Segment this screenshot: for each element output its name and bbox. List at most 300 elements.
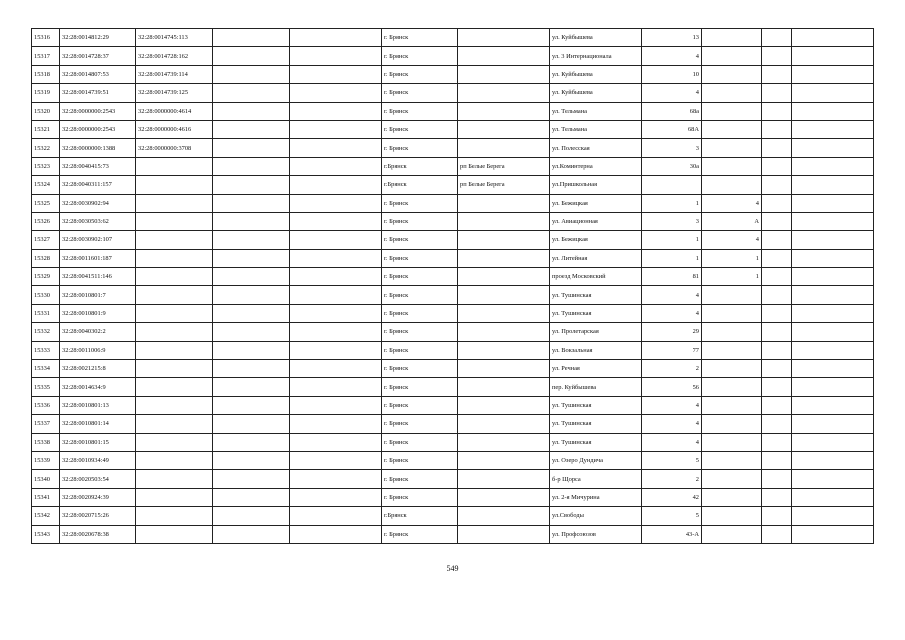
record-number: 15326 xyxy=(32,212,60,230)
empty-cell xyxy=(290,65,382,83)
district-cell xyxy=(458,378,550,396)
cadastral-number: 32:28:0021215:8 xyxy=(60,360,136,378)
empty-cell xyxy=(792,488,874,506)
table-row xyxy=(32,84,874,102)
empty-cell xyxy=(213,84,290,102)
parent-cadastral-number xyxy=(136,231,213,249)
building-number xyxy=(702,323,762,341)
cadastral-number: 32:28:0000000:1388 xyxy=(60,139,136,157)
street-cell: ул. Тельмана xyxy=(550,102,642,120)
table-row xyxy=(32,525,874,543)
empty-cell xyxy=(762,65,792,83)
cadastral-number: 32:28:0010801:9 xyxy=(60,304,136,322)
street-cell: ул. Вокзальная xyxy=(550,341,642,359)
empty-cell xyxy=(213,470,290,488)
district-cell xyxy=(458,396,550,414)
empty-cell xyxy=(213,488,290,506)
empty-cell xyxy=(792,176,874,194)
street-cell: ул. Бежицкая xyxy=(550,194,642,212)
empty-cell xyxy=(792,360,874,378)
cadastral-number: 32:28:0030902:107 xyxy=(60,231,136,249)
empty-cell xyxy=(290,396,382,414)
empty-cell xyxy=(762,29,792,47)
table-row xyxy=(32,194,874,212)
empty-cell xyxy=(290,231,382,249)
empty-cell xyxy=(792,157,874,175)
empty-cell xyxy=(762,488,792,506)
empty-cell xyxy=(762,84,792,102)
street-cell: ул. Тушинская xyxy=(550,415,642,433)
record-number: 15338 xyxy=(32,433,60,451)
record-number: 15337 xyxy=(32,415,60,433)
district-cell xyxy=(458,341,550,359)
cadastral-number: 32:28:0010934:49 xyxy=(60,451,136,469)
district-cell xyxy=(458,470,550,488)
parent-cadastral-number xyxy=(136,525,213,543)
street-cell: ул. Тушинская xyxy=(550,396,642,414)
parent-cadastral-number xyxy=(136,396,213,414)
parent-cadastral-number xyxy=(136,507,213,525)
record-number: 15342 xyxy=(32,507,60,525)
empty-cell xyxy=(792,84,874,102)
table-row xyxy=(32,139,874,157)
page-number: 549 xyxy=(446,564,459,573)
record-number: 15322 xyxy=(32,139,60,157)
table-row xyxy=(32,415,874,433)
city-cell: г. Брянск xyxy=(382,120,458,138)
cadastral-number: 32:28:0030503:62 xyxy=(60,212,136,230)
empty-cell xyxy=(213,323,290,341)
city-cell: г. Брянск xyxy=(382,84,458,102)
record-number: 15324 xyxy=(32,176,60,194)
building-number xyxy=(702,415,762,433)
parent-cadastral-number xyxy=(136,268,213,286)
parent-cadastral-number xyxy=(136,212,213,230)
house-number: 3 xyxy=(642,212,702,230)
street-cell: ул. Куйбышева xyxy=(550,29,642,47)
table-row xyxy=(32,65,874,83)
empty-cell xyxy=(213,341,290,359)
district-cell: рп Белые Берега xyxy=(458,176,550,194)
empty-cell xyxy=(762,323,792,341)
district-cell xyxy=(458,488,550,506)
cadastral-number: 32:28:0000000:2543 xyxy=(60,102,136,120)
house-number: 56 xyxy=(642,378,702,396)
empty-cell xyxy=(290,415,382,433)
empty-cell xyxy=(290,360,382,378)
empty-cell xyxy=(792,378,874,396)
empty-cell xyxy=(290,525,382,543)
empty-cell xyxy=(762,433,792,451)
parent-cadastral-number xyxy=(136,378,213,396)
house-number: 10 xyxy=(642,65,702,83)
city-cell: г. Брянск xyxy=(382,525,458,543)
empty-cell xyxy=(213,396,290,414)
table-row xyxy=(32,249,874,267)
empty-cell xyxy=(213,525,290,543)
city-cell: г. Брянск xyxy=(382,415,458,433)
parent-cadastral-number: 32:28:0014739:125 xyxy=(136,84,213,102)
empty-cell xyxy=(792,507,874,525)
record-number: 15317 xyxy=(32,47,60,65)
record-number: 15320 xyxy=(32,102,60,120)
empty-cell xyxy=(213,249,290,267)
empty-cell xyxy=(290,249,382,267)
empty-cell xyxy=(213,47,290,65)
record-number: 15334 xyxy=(32,360,60,378)
empty-cell xyxy=(762,286,792,304)
cadastral-number: 32:28:0014807:53 xyxy=(60,65,136,83)
building-number xyxy=(702,304,762,322)
building-number xyxy=(702,84,762,102)
city-cell: г.Брянск xyxy=(382,157,458,175)
city-cell: г. Брянск xyxy=(382,231,458,249)
table-row xyxy=(32,507,874,525)
empty-cell xyxy=(290,139,382,157)
district-cell xyxy=(458,102,550,120)
empty-cell xyxy=(290,488,382,506)
empty-cell xyxy=(213,139,290,157)
district-cell xyxy=(458,249,550,267)
empty-cell xyxy=(290,102,382,120)
parent-cadastral-number xyxy=(136,415,213,433)
street-cell: ул. Бежицкая xyxy=(550,231,642,249)
record-number: 15318 xyxy=(32,65,60,83)
empty-cell xyxy=(762,396,792,414)
city-cell: г. Брянск xyxy=(382,47,458,65)
parent-cadastral-number xyxy=(136,194,213,212)
empty-cell xyxy=(762,212,792,230)
house-number: 5 xyxy=(642,451,702,469)
empty-cell xyxy=(792,470,874,488)
table-row xyxy=(32,396,874,414)
empty-cell xyxy=(792,231,874,249)
table-row xyxy=(32,360,874,378)
building-number xyxy=(702,525,762,543)
empty-cell xyxy=(792,341,874,359)
empty-cell xyxy=(213,231,290,249)
building-number: 4 xyxy=(702,231,762,249)
empty-cell xyxy=(762,268,792,286)
record-number: 15329 xyxy=(32,268,60,286)
district-cell xyxy=(458,304,550,322)
building-number: 4 xyxy=(702,194,762,212)
house-number: 4 xyxy=(642,47,702,65)
empty-cell xyxy=(290,304,382,322)
empty-cell xyxy=(213,415,290,433)
district-cell xyxy=(458,194,550,212)
street-cell: ул. Профсоюзов xyxy=(550,525,642,543)
cadastral-number: 32:28:0040311:157 xyxy=(60,176,136,194)
record-number: 15341 xyxy=(32,488,60,506)
parent-cadastral-number: 32:28:0014728:162 xyxy=(136,47,213,65)
table-row xyxy=(32,286,874,304)
parent-cadastral-number: 32:28:0000000:3708 xyxy=(136,139,213,157)
table-row xyxy=(32,231,874,249)
record-number: 15336 xyxy=(32,396,60,414)
empty-cell xyxy=(290,451,382,469)
building-number xyxy=(702,488,762,506)
empty-cell xyxy=(792,249,874,267)
house-number: 68А xyxy=(642,120,702,138)
record-number: 15332 xyxy=(32,323,60,341)
record-number: 15321 xyxy=(32,120,60,138)
empty-cell xyxy=(762,139,792,157)
street-cell: ул. Пролетарская xyxy=(550,323,642,341)
parent-cadastral-number xyxy=(136,286,213,304)
empty-cell xyxy=(792,47,874,65)
table-row xyxy=(32,433,874,451)
street-cell: ул. Озеро Дундича xyxy=(550,451,642,469)
empty-cell xyxy=(213,360,290,378)
house-number: 30а xyxy=(642,157,702,175)
city-cell: г. Брянск xyxy=(382,286,458,304)
district-cell xyxy=(458,268,550,286)
street-cell: ул. Тушинская xyxy=(550,433,642,451)
cadastral-number: 32:28:0010801:15 xyxy=(60,433,136,451)
empty-cell xyxy=(290,212,382,230)
cadastral-number: 32:28:0010801:7 xyxy=(60,286,136,304)
city-cell: г. Брянск xyxy=(382,139,458,157)
empty-cell xyxy=(213,176,290,194)
empty-cell xyxy=(762,507,792,525)
street-cell: ул.Коминтерна xyxy=(550,157,642,175)
empty-cell xyxy=(762,120,792,138)
table-row xyxy=(32,29,874,47)
building-number xyxy=(702,176,762,194)
building-number: А xyxy=(702,212,762,230)
empty-cell xyxy=(792,102,874,120)
empty-cell xyxy=(762,341,792,359)
empty-cell xyxy=(762,304,792,322)
empty-cell xyxy=(213,65,290,83)
parent-cadastral-number: 32:28:0014739:114 xyxy=(136,65,213,83)
building-number xyxy=(702,286,762,304)
district-cell xyxy=(458,433,550,451)
cadastral-number: 32:28:0000000:2543 xyxy=(60,120,136,138)
empty-cell xyxy=(792,65,874,83)
cadastral-number: 32:28:0010801:14 xyxy=(60,415,136,433)
empty-cell xyxy=(213,433,290,451)
city-cell: г. Брянск xyxy=(382,341,458,359)
empty-cell xyxy=(290,323,382,341)
building-number xyxy=(702,139,762,157)
empty-cell xyxy=(290,433,382,451)
street-cell: проезд Московский xyxy=(550,268,642,286)
empty-cell xyxy=(762,525,792,543)
building-number xyxy=(702,341,762,359)
table-row xyxy=(32,323,874,341)
table-row xyxy=(32,120,874,138)
city-cell: г. Брянск xyxy=(382,323,458,341)
district-cell xyxy=(458,360,550,378)
cadastral-number: 32:28:0020503:54 xyxy=(60,470,136,488)
empty-cell xyxy=(762,451,792,469)
empty-cell xyxy=(792,139,874,157)
table-row xyxy=(32,341,874,359)
district-cell xyxy=(458,47,550,65)
building-number xyxy=(702,451,762,469)
street-cell: ул. Тушинская xyxy=(550,286,642,304)
cadastral-number: 32:28:0010801:13 xyxy=(60,396,136,414)
empty-cell xyxy=(792,268,874,286)
house-number: 1 xyxy=(642,249,702,267)
house-number: 3 xyxy=(642,139,702,157)
table-row xyxy=(32,451,874,469)
record-number: 15323 xyxy=(32,157,60,175)
parent-cadastral-number xyxy=(136,323,213,341)
record-number: 15319 xyxy=(32,84,60,102)
building-number xyxy=(702,157,762,175)
empty-cell xyxy=(762,157,792,175)
empty-cell xyxy=(762,378,792,396)
street-cell: ул. Авиационная xyxy=(550,212,642,230)
empty-cell xyxy=(213,268,290,286)
cadastral-number: 32:28:0040415:73 xyxy=(60,157,136,175)
record-number: 15333 xyxy=(32,341,60,359)
street-cell: б-р Щорса xyxy=(550,470,642,488)
city-cell: г. Брянск xyxy=(382,212,458,230)
empty-cell xyxy=(792,323,874,341)
building-number: 1 xyxy=(702,249,762,267)
empty-cell xyxy=(290,84,382,102)
parent-cadastral-number: 32:28:0000000:4614 xyxy=(136,102,213,120)
house-number: 68а xyxy=(642,102,702,120)
city-cell: г.Брянск xyxy=(382,176,458,194)
building-number xyxy=(702,507,762,525)
empty-cell xyxy=(762,415,792,433)
empty-cell xyxy=(792,433,874,451)
empty-cell xyxy=(762,470,792,488)
house-number: 29 xyxy=(642,323,702,341)
record-number: 15340 xyxy=(32,470,60,488)
cadastral-number: 32:28:0040302:2 xyxy=(60,323,136,341)
city-cell: г. Брянск xyxy=(382,102,458,120)
house-number: 5 xyxy=(642,507,702,525)
empty-cell xyxy=(213,102,290,120)
empty-cell xyxy=(762,194,792,212)
building-number xyxy=(702,360,762,378)
parent-cadastral-number xyxy=(136,176,213,194)
house-number: 42 xyxy=(642,488,702,506)
cadastral-number: 32:28:0014739:51 xyxy=(60,84,136,102)
table-row xyxy=(32,176,874,194)
empty-cell xyxy=(290,194,382,212)
empty-cell xyxy=(792,212,874,230)
district-cell xyxy=(458,525,550,543)
building-number: 1 xyxy=(702,268,762,286)
city-cell: г. Брянск xyxy=(382,194,458,212)
district-cell xyxy=(458,29,550,47)
house-number: 1 xyxy=(642,194,702,212)
table-row xyxy=(32,470,874,488)
district-cell xyxy=(458,139,550,157)
city-cell: г. Брянск xyxy=(382,378,458,396)
parent-cadastral-number xyxy=(136,360,213,378)
table-row xyxy=(32,488,874,506)
city-cell: г. Брянск xyxy=(382,29,458,47)
empty-cell xyxy=(213,120,290,138)
district-cell xyxy=(458,451,550,469)
street-cell: ул. 2-я Мичурина xyxy=(550,488,642,506)
city-cell: г. Брянск xyxy=(382,488,458,506)
street-cell: ул.Свободы xyxy=(550,507,642,525)
cadastral-number: 32:28:0030902:94 xyxy=(60,194,136,212)
cadastral-number: 32:28:0020678:38 xyxy=(60,525,136,543)
district-cell xyxy=(458,231,550,249)
building-number xyxy=(702,102,762,120)
house-number: 43-А xyxy=(642,525,702,543)
empty-cell xyxy=(792,120,874,138)
empty-cell xyxy=(290,286,382,304)
parent-cadastral-number xyxy=(136,249,213,267)
empty-cell xyxy=(213,378,290,396)
table-row xyxy=(32,304,874,322)
empty-cell xyxy=(213,451,290,469)
city-cell: г. Брянск xyxy=(382,396,458,414)
empty-cell xyxy=(290,378,382,396)
empty-cell xyxy=(792,415,874,433)
street-cell: ул.Пришкольная xyxy=(550,176,642,194)
cadastral-number: 32:28:0020715:26 xyxy=(60,507,136,525)
street-cell: ул. Полесская xyxy=(550,139,642,157)
street-cell: ул. Куйбышева xyxy=(550,65,642,83)
street-cell: ул. Куйбышева xyxy=(550,84,642,102)
table-row xyxy=(32,378,874,396)
district-cell xyxy=(458,65,550,83)
empty-cell xyxy=(792,286,874,304)
record-number: 15335 xyxy=(32,378,60,396)
building-number xyxy=(702,378,762,396)
record-number: 15328 xyxy=(32,249,60,267)
record-number: 15327 xyxy=(32,231,60,249)
parent-cadastral-number xyxy=(136,470,213,488)
empty-cell xyxy=(792,304,874,322)
empty-cell xyxy=(290,507,382,525)
empty-cell xyxy=(792,525,874,543)
empty-cell xyxy=(213,29,290,47)
city-cell: г. Брянск xyxy=(382,451,458,469)
district-cell xyxy=(458,415,550,433)
city-cell: г. Брянск xyxy=(382,65,458,83)
street-cell: пер. Куйбышева xyxy=(550,378,642,396)
house-number xyxy=(642,176,702,194)
city-cell: г. Брянск xyxy=(382,249,458,267)
house-number: 4 xyxy=(642,286,702,304)
record-number: 15339 xyxy=(32,451,60,469)
cadastral-number: 32:28:0014728:37 xyxy=(60,47,136,65)
empty-cell xyxy=(290,176,382,194)
register-body xyxy=(32,29,874,544)
parent-cadastral-number xyxy=(136,433,213,451)
empty-cell xyxy=(792,29,874,47)
district-cell xyxy=(458,212,550,230)
house-number: 1 xyxy=(642,231,702,249)
cadastral-number: 32:28:0020924:39 xyxy=(60,488,136,506)
house-number: 4 xyxy=(642,304,702,322)
city-cell: г. Брянск xyxy=(382,470,458,488)
empty-cell xyxy=(290,470,382,488)
building-number xyxy=(702,396,762,414)
cadastral-number: 32:28:0014634:9 xyxy=(60,378,136,396)
parent-cadastral-number xyxy=(136,304,213,322)
city-cell: г.Брянск xyxy=(382,507,458,525)
empty-cell xyxy=(213,157,290,175)
parent-cadastral-number xyxy=(136,341,213,359)
building-number xyxy=(702,65,762,83)
street-cell: ул. Литейная xyxy=(550,249,642,267)
building-number xyxy=(702,29,762,47)
